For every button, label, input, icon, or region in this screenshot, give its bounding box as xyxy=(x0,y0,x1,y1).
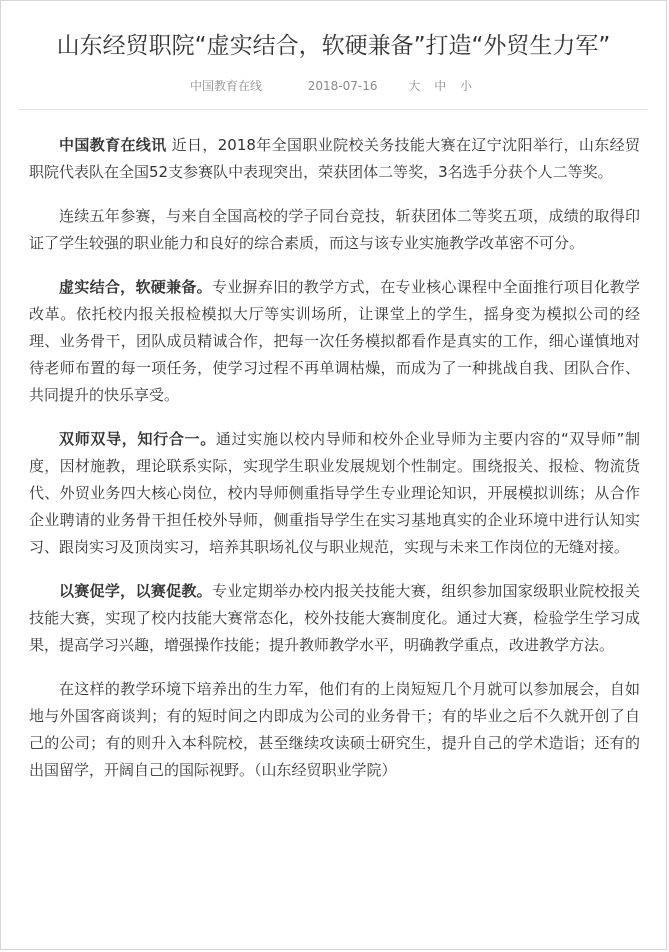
paragraph-5 xyxy=(29,578,640,659)
paragraph-4 xyxy=(29,426,640,561)
paragraph-3 xyxy=(29,274,640,409)
paragraph-text: 近日，2018年全国职业院校关务技能大赛在辽宁沈阳举行，山东经贸职院代表队在全国52支参赛队中表现突出，荣获团体二等奖，3名选手分获个人二等奖。 xyxy=(29,136,640,181)
paragraph-2 xyxy=(29,203,640,257)
font-size-small-button[interactable]: 小 xyxy=(460,79,473,93)
paragraph-text: 专业摒弃旧的教学方式，在专业核心课程中全面推行项目化教学改革。依托校内报关报检模拟大厅等实训场所，让课堂上的学生，摇身变为模拟公司的经理、业务骨干，团队成员精诚合作，把每一次任务模拟都看作是真实的工作，细心谨慎地对待老师布置的每一项任务，使学习过程不再单调枯燥，而成为了一种挑战自我、团队合作、共同提升的快乐享受。 xyxy=(29,278,640,404)
article-title: 山东经贸职院“虚实结合，软硬兼备”打造“外贸生力军” xyxy=(56,33,611,59)
article-body xyxy=(1,110,666,784)
article-source: 中国教育在线 xyxy=(189,79,262,93)
paragraph-text: 通过实施以校内导师和校外企业导师为主要内容的“双导师”制度，因材施教，理论联系实际，实现学生职业发展规划个性制定。围绕报关、报检、物流货代、外贸业务四大核心岗位，校内导师侧重指导学生专业理论知识，开展模拟训练；从合作企业聘请的业务骨干担任校外导师，侧重指导学生在实习基地真实的企业环境中进行认知实习、跟岗实习及顶岗实习，培养其职场礼仪与职业规范，实现与未来工作岗位的无缝对接。 xyxy=(29,430,640,556)
paragraph-lead: 以赛促学，以赛促教。 xyxy=(59,582,212,600)
paragraph-6 xyxy=(29,676,640,784)
paragraph-lead: 双师双导，知行合一。 xyxy=(59,430,216,448)
font-size-large-button[interactable]: 大 xyxy=(408,79,421,93)
article-date: 2018-07-16 xyxy=(307,79,378,93)
paragraph-text: 在这样的教学环境下培养出的生力军，他们有的上岗短短几个月就可以参加展会，自如地与外国客商谈判；有的短时间之内即成为公司的业务骨干；有的毕业之后不久就开创了自己的公司；有的则升入本科院校，甚至继续攻读硕士研究生，提升自己的学术造诣；还有的出国留学，开阔自己的国际视野。（山东经贸职业学院） xyxy=(29,680,640,779)
paragraph-text: 连续五年参赛，与来自全国高校的学子同台竞技，斩获团体二等奖五项，成绩的取得印证了学生较强的职业能力和良好的综合素质，而这与该专业实施教学改革密不可分。 xyxy=(29,207,640,252)
paragraph-lead: 虚实结合，软硬兼备。 xyxy=(59,278,212,296)
paragraph-text: 专业定期举办校内报关技能大赛，组织参加国家级职业院校报关技能大赛，实现了校内技能大赛常态化，校外技能大赛制度化。通过大赛，检验学生学习成果，提高学习兴趣，增强操作技能；提升教师教学水平，明确教学重点，改进教学方法。 xyxy=(29,582,640,654)
font-size-medium-button[interactable]: 中 xyxy=(434,79,447,93)
paragraph-lead: 中国教育在线讯 xyxy=(59,136,167,154)
article-meta xyxy=(1,77,666,95)
paragraph-1 xyxy=(29,132,640,186)
